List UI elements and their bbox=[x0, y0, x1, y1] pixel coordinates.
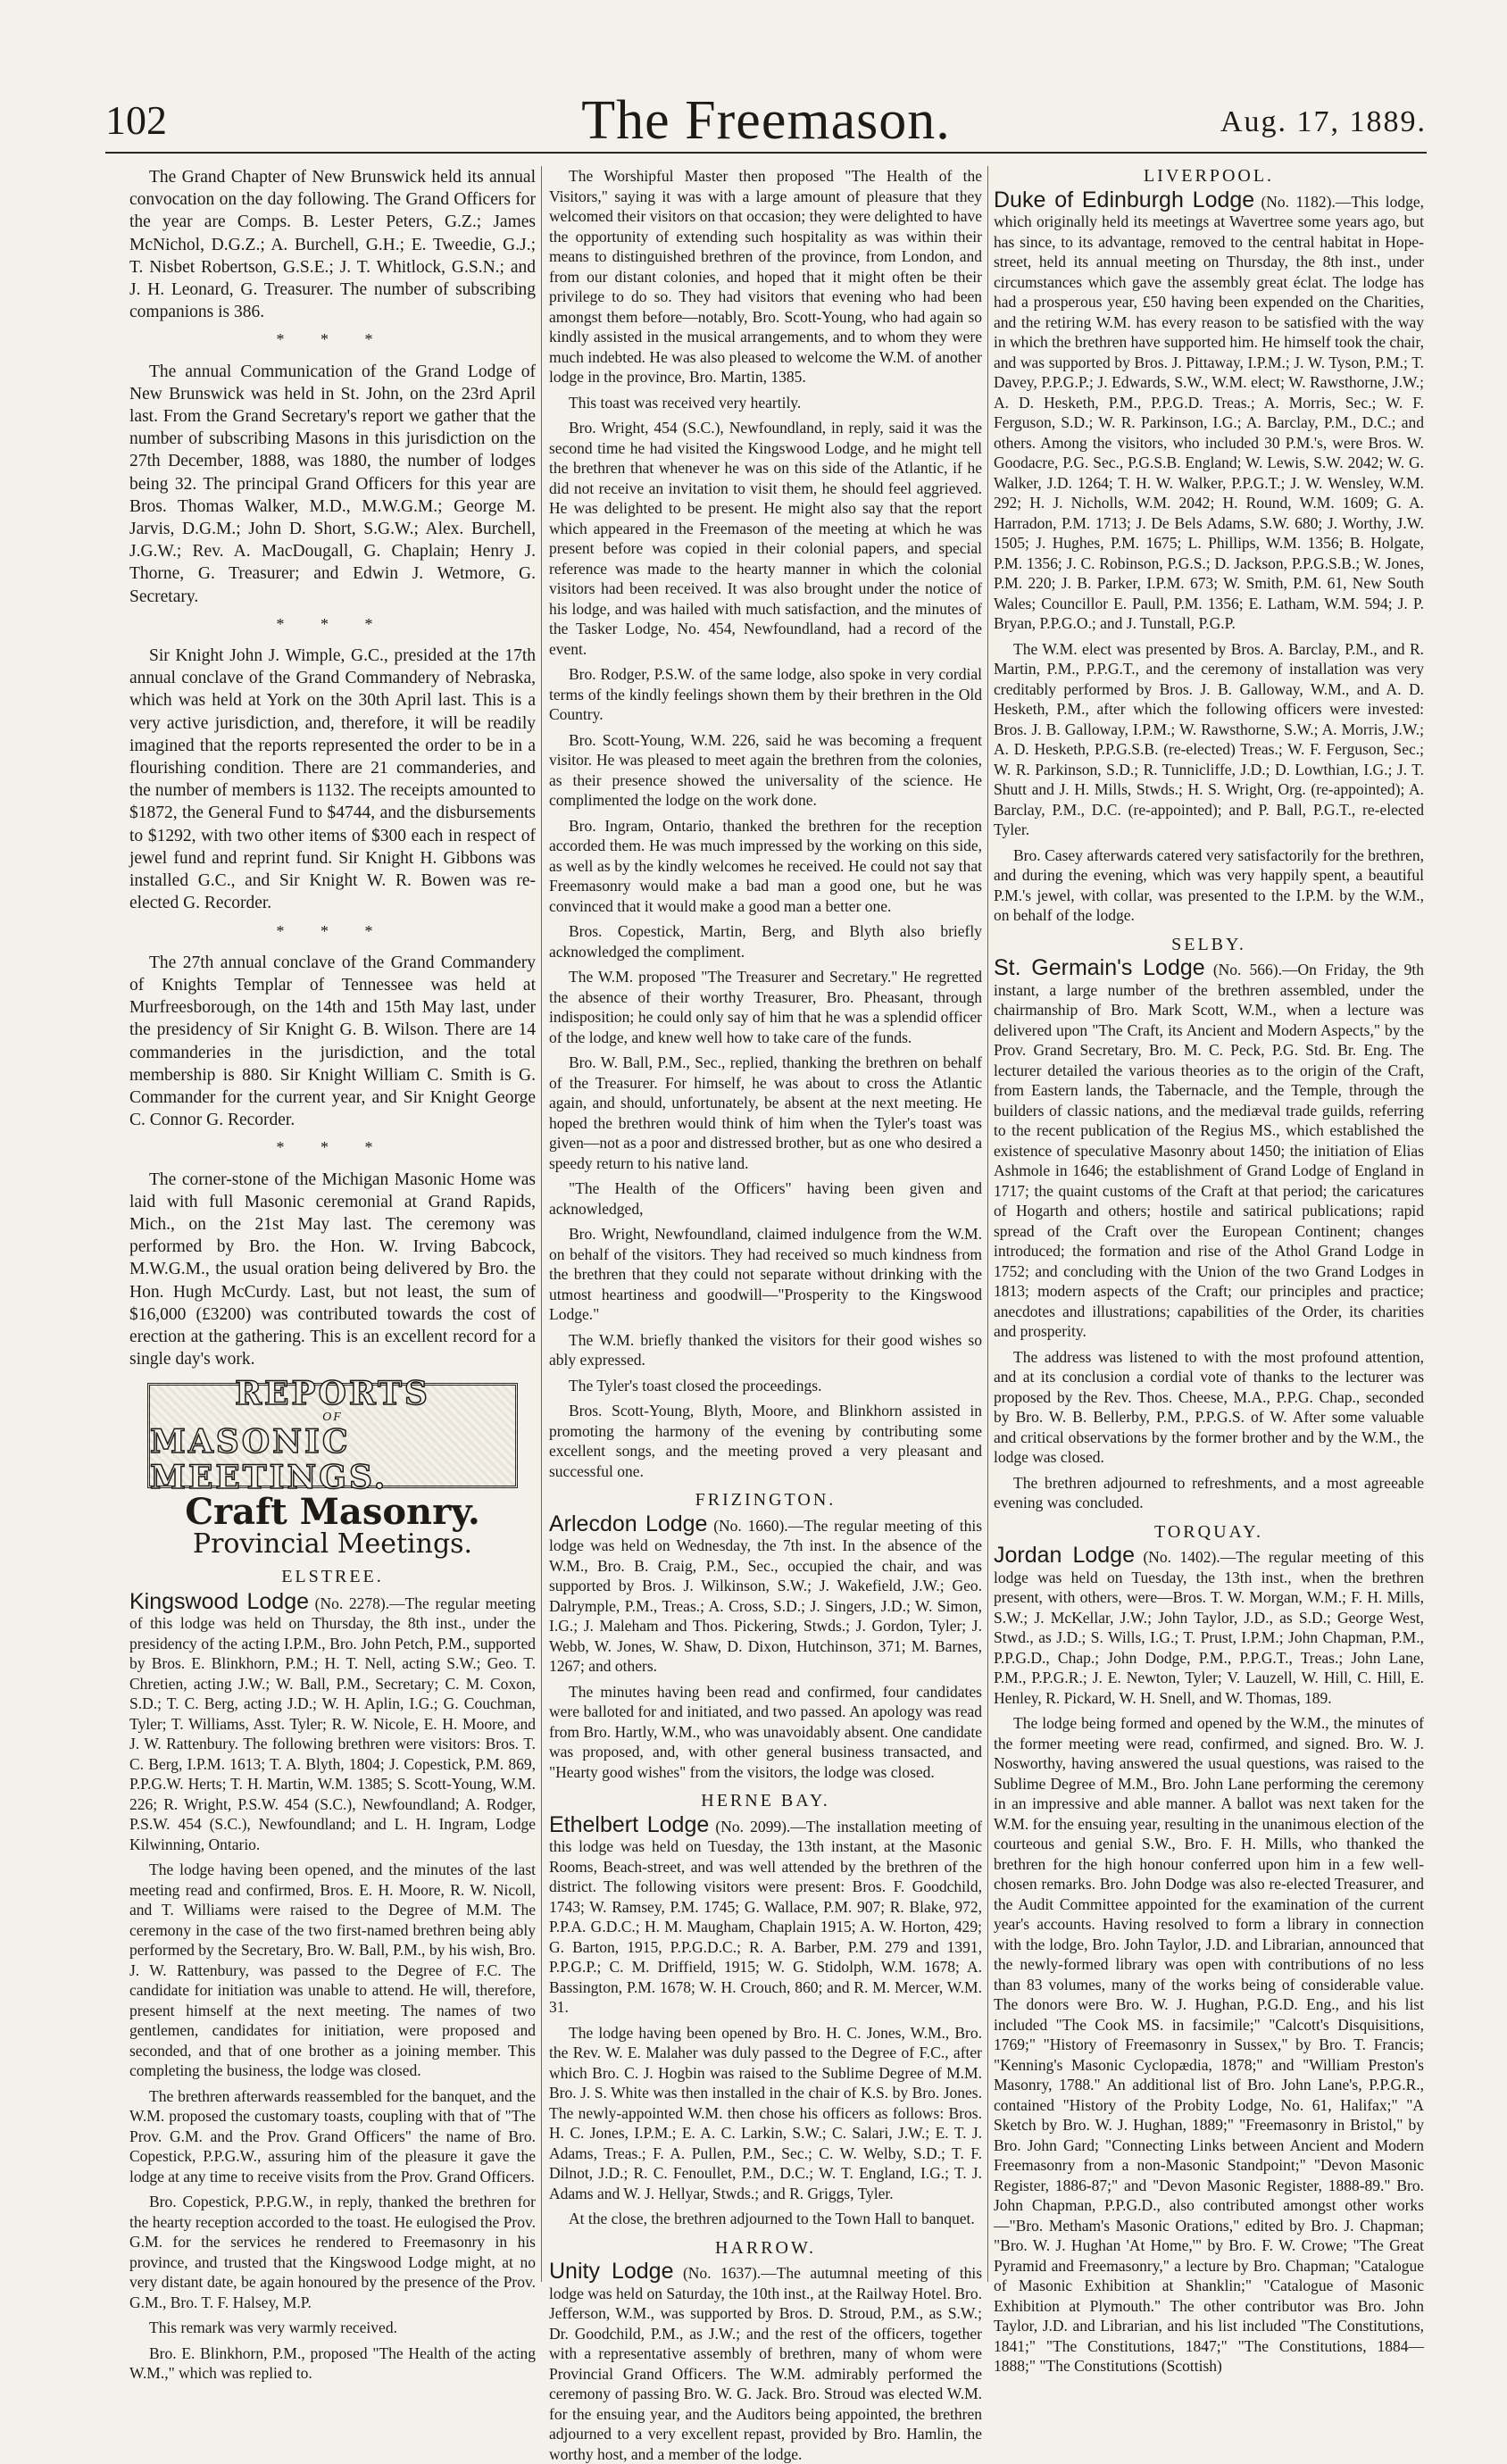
lodge-number: (No. 2278). bbox=[314, 1594, 390, 1612]
article-paragraph: —The installation meeting of this lodge was held on Tuesday, the 13th instant, at the Masonic Rooms, Beach-street, and was well attended by the brethren of the district. The following visitors were present: Bros. F. Goodchild, 1743; W. Ramsey, P.M. 1745; G. Wallace, P.M. 907; R. Blake, 972, P.P.A. G.D.C.; H. M. Maugham, Chaplain 1915; A. W. Horton, 429; G. Barton, 1915, P.P.G.D.C.; R. A. Barber, P.M. 279 and 1391, P.P.G.P.; C. M. Driffield, 1915; W. G. Stidolph, W.M. 1678; A. Bassington, P.M. 1678; W. H. Crouch, 860; and R. M. Mercer, W.M. 31. bbox=[549, 1817, 983, 2016]
banner-reports: REPORTS bbox=[235, 1375, 430, 1413]
article-paragraph: Bro. Copestick, P.P.G.W., in reply, thanked the brethren for the hearty reception accorded to the toast. He eulogised the Prov. G.M. for the services he rendered to Freemasonry in his province, and trusted that the Kingswood Lodge might, at no very distant date, be again honoured by the presence of the Prov. G.M., Bro. T. F. Halsey, M.P. bbox=[129, 2193, 536, 2311]
lodge-name: St. Germain's Lodge bbox=[994, 955, 1205, 980]
lodge-name: Unity Lodge bbox=[549, 2259, 674, 2284]
article-paragraph: Bro. W. Ball, P.M., Sec., replied, thanking the brethren on behalf of the Treasurer. For himself, he was about to cross the Atlantic again, and should, unfortunately, be absent at the next meeting. He hoped the brethren would think of him when the Tyler's toast was given—not as a poor and distressed brother, but as one who desired a speedy return to his native land. bbox=[549, 1053, 982, 1172]
reports-banner bbox=[147, 1375, 518, 1497]
lodge-number: (No. 1637). bbox=[682, 2264, 762, 2282]
article-paragraph: The 27th annual conclave of the Grand Commandery of Knights Templar of Tennessee was held at Murfreesborough, on the 14th and 15th May last, under the presidency of Sir Knight G. B. Wilson. There are 14 commanderies in the jurisdiction, and the total membership is 880. Sir Knight William C. Smith is G. Commander for the current year, and Sir Knight George C. Connor G. Recorder. bbox=[129, 953, 536, 1130]
article-paragraph: The W.M. briefly thanked the visitors for their good wishes so ably expressed. bbox=[549, 1330, 982, 1369]
article-paragraph: Bro. Casey afterwards catered very satisfactorily for the brethren, and during the evening, which was very happily spent, a beautiful P.M.'s jewel, with collar, was presented to the I.P.M. by the W.M., on behalf of the lodge. bbox=[994, 845, 1424, 924]
lodge-name: Duke of Edinburgh Lodge bbox=[994, 187, 1255, 212]
article-paragraph: Bro. E. Blinkhorn, P.M., proposed "The Health of the acting W.M.," which was replied to. bbox=[129, 2343, 536, 2383]
lodge-number: (No. 1660). bbox=[713, 1516, 788, 1535]
article-paragraph: The brethren adjourned to refreshments, and a most agreeable evening was concluded. bbox=[994, 1473, 1424, 1511]
lodge-name: Jordan Lodge bbox=[994, 1543, 1135, 1568]
article-paragraph: The lodge being formed and opened by the W.M., the minutes of the former meeting were read, confirmed, and signed. Bro. W. J. Nosworthy, having answered the usual questions, was raised to the Sublime Degree of M.M., Bro. John Lane performing the ceremony in an impressive and able manner. A ballot was next taken for the W.M. for the ensuing year, resulting in the unanimous election of the courteous and genial S.W., Bro. F. H. Mills, who thanked the brethren for the high honour conferred upon him in a few well-chosen remarks. Bro. John Dodge was also re-elected Treasurer, and the Audit Committee appointed for the examination of the current year's accounts. Having resolved to form a library in connection with the lodge, Bro. John Taylor, J.D. and Librarian, announced that the newly-formed library was open with contributions of no less than 83 volumes, many of the works being of considerable value. The donors were Bro. W. J. Hughan, P.G.D. Eng., and his list included "The Cook MS. in facsimile;" "Calcott's Disquisitions, 1769;" "History of Freemasonry in Sussex," by Bro. T. Francis; "Kenning's Masonic Cyclopædia, 1878;" and "William Preston's Masonry, 1788." An additional list of Bro. John Lane's, P.P.G.R., contained "History of the Probity Lodge, No. 61, Halifax;" "A Sketch by Bro. W. J. Hughan, 1889;" "Freemasonry in Bristol," by Bro. John Gard; "Connecting Links between Ancient and Modern Freemasonry from a non-Masonic Standpoint;" "Devon Masonic Register, 1886-87;" and "Devon Masonic Register, 1888-89." Bro. John Chapman, P.P.G.D., also contributed amongst other works—"Bro. Metham's Masonic Orations," edited by Bro. J. Chapman; "Bro. W. J. Hughan 'At Home,'" by Bro. F. W. Crowe; "The Great Pyramid and Freemasonry," a lecture by Bro. Chapman; "Catalogue of Masonic Exhibition at Shanklin;" "Catalogue of Masonic Exhibition at Plymouth." The other contributor was Bro. John Taylor, J.D. and Librarian, and his list included "The Constitutions, 1841;" "The Constitutions, 1847;" "The Constitutions, 1884—1888;" "The Constitutions (Scottish) bbox=[994, 1714, 1424, 2375]
location-heading: FRIZINGTON. bbox=[695, 1490, 837, 1510]
article-paragraph: The corner-stone of the Michigan Masonic Home was laid with full Masonic ceremonial at Grand Rapids, Mich., on the 21st May last. The ceremony was performed by Bro. the Hon. W. Irving Babcock, M.W.G.M., the usual oration being delivered by Bro. the Hon. Hugh McCurdy. Last, but not least, the sum of $16,000 (£3200) was contributed towards the cost of erection at the gathering. This is an excellent record for a single day's work. bbox=[129, 1170, 536, 1369]
section-stars: * * * bbox=[276, 921, 389, 940]
location-heading: TORQUAY. bbox=[1154, 1521, 1263, 1542]
article-paragraph: The Worshipful Master then proposed "The Health of the Visitors," saying it was with a large amount of pleasure that they welcomed their visitors on that occasion; they were delighted to have the opportunity of extending such hospitality as was within their means to distinguished brethren of the province, from London, and from our distant colonies, and hoped that it might often be their privilege to do so. They had visitors that evening who had been amongst them before—notably, Bro. Scott-Young, who had again so kindly assisted in the musical arrangements, and to whom they were much indebted. He was also pleased to welcome the W.M. of another lodge in the province, Bro. Martin, 1385. bbox=[549, 167, 982, 386]
section-stars: * * * bbox=[276, 330, 389, 349]
lodge-number: (No. 566). bbox=[1212, 961, 1283, 978]
article-paragraph: Bro. Wright, 454 (S.C.), Newfoundland, in reply, said it was the second time he had visited the Kingswood Lodge, and he might tell the brethren that whenever he was on this side of the Atlantic, if he did not receive an invitation to visit them, he should feel aggrieved. He was delighted to be present. He might also say that the report which appeared in the Freemason of the meeting at which he was present before was copied in their colonial papers, and special reference was made to the hearty manner in which the colonial visitors had been received. It was also brought under the notice of his lodge, and was hailed with much satisfaction, and the minutes of the Tasker Lodge, No. 454, Newfoundland, had a record of the event. bbox=[549, 419, 982, 658]
article-paragraph: —On Friday, the 9th instant, a large number of the brethren assembled, under the chairmanship of Bro. Mark Scott, W.M., when a lecture was delivered upon "The Craft, its Ancient and Modern Aspects," by the Prov. Grand Secretary, Bro. M. C. Peck, P.G. Std. Br. Eng. The lecturer detailed the various theories as to the origin of the Craft, from Eastern lands, the Tabernacle, and the Temple, through the builders of classic nations, and the mediæval trade guilds, referring to the recent publication of the Regius MS., which established the existence of speculative Masonry about 1450; the initiation of Elias Ashmole in 1646; the establishment of Grand Lodge of England in 1717; the quaint customs of the Craft at that period; the caricatures of Hogarth and others; hostile and satirical publications; rapid spread of the Craft over the European Continent; changes introduced; the formation and rise of the Athol Grand Lodge in 1752; and concluding with the Union of the two Grand Lodges in 1813; modern aspects of the Craft; our principles and practice; anecdotes and illustrations; capabilities of the Order, its charities and prosperity. bbox=[994, 961, 1425, 1340]
article-paragraph: Bros. Copestick, Martin, Berg, and Blyth also briefly acknowledged the compliment. bbox=[549, 922, 982, 961]
section-subtitle: Provincial Meetings. bbox=[192, 1528, 473, 1560]
page-number: 102 bbox=[105, 97, 167, 143]
section-stars: * * * bbox=[276, 614, 389, 633]
article-paragraph: The brethren afterwards reassembled for the banquet, and the W.M. proposed the customary toasts, coupling with that of "The Prov. G.M. and the Prov. Grand Officers" the name of Bro. Copestick, P.P.G.W., assuring him of the pleasure it gave the lodge at any time to receive visits from the Prov. Grand Officers. bbox=[129, 2086, 536, 2185]
issue-date: Aug. 17, 1889. bbox=[1220, 105, 1427, 138]
article-paragraph: —The regular meeting of this lodge was held on Thursday, the 8th inst., under the presidency of the acting I.P.M., Bro. John Petch, P.M., supported by Bros. E. Blinkhorn, P.M.; H. T. Nell, acting S.W.; Geo. T. Chretien, acting J.W.; W. Ball, P.M., Secretary; C. M. Coxon, S.D.; T. C. Berg, acting J.D.; W. H. Aplin, I.G.; G. Couchman, Tyler; T. Williams, Asst. Tyler; R. W. Nicole, E. H. Moore, and J. W. Rattenbury. The following brethren were visitors: Bros. T. C. Berg, I.P.M. 1613; T. A. Blyth, 1804; J. Copestick, P.M. 869, P.P.G.W. Herts; T. H. Martin, W.M. 1385; S. Scott-Young, W.M. 226; R. Wright, P.S.W. 454 (S.C.), Newfoundland; A. Rodger, P.S.W. 454 (S.C.), Newfoundland; and L. H. Ingram, Lodge Kilwinning, Ontario. bbox=[129, 1594, 537, 1853]
article-paragraph: —The regular meeting of this lodge was held on Wednesday, the 7th inst. In the absence of the W.M., Bro. B. Craig, P.M., Sec., occupied the chair, and was supported by Bros. J. Wilkinson, S.W.; J. Wakefield, J.W.; Geo. Dalrymple, P.M., Treas.; A. Cross, S.D.; J. Singers, J.D.; W. Simon, I.G.; J. Maleham and Thos. Pickering, Stwds.; J. Gordon, Tyler; J. Webb, W. Jones, W. Shaw, D. Dixon, Hutchinson, 371; M. Barnes, 1267; and others. bbox=[549, 1516, 983, 1675]
article-paragraph: The Tyler's toast closed the proceedings. bbox=[569, 1376, 822, 1394]
location-heading: HARROW. bbox=[714, 2237, 817, 2258]
lodge-name: Ethelbert Lodge bbox=[549, 1811, 710, 1837]
article-paragraph: —The regular meeting of this lodge was held on Tuesday, the 13th inst., when the brethren present, with others, were—Bros. T. W. Morgan, W.M.; F. H. Mills, S.W.; J. McKellar, J.W.; John Taylor, J.D., as S.D.; George West, Stwd., as J.D.; S. Wills, I.G.; T. Prust, I.P.M.; John Chapman, P.M., P.P.G.D., Chap.; John Dodge, P.M., P.P.G.T., Treas.; John Lane, P.M., P.P.G.R.; J. E. Newton, Tyler; V. Lauzell, W. Hill, C. Hill, E. Henley, R. Pickard, W. H. Snell, and W. Thomas, 189. bbox=[994, 1548, 1424, 1707]
article-paragraph: Bro. Rodger, P.S.W. of the same lodge, also spoke in very cordial terms of the kindly feelings shown them by their brethren in the Old Country. bbox=[549, 665, 982, 723]
article-paragraph: The W.M. elect was presented by Bros. A. Barclay, P.M., and R. Martin, P.M., P.P.G.T., and the ceremony of installation was very creditably performed by Bros. J. B. Galloway, W.M., and A. D. Hesketh, P.M., after which the following officers were invested: Bros. J. B. Galloway, I.P.M.; W. Rawsthorne, S.W.; A. Morris, J.W.; A. D. Hesketh, P.P.G.S.B. (re-elected) Treas.; W. F. Ferguson, Sec.; W. R. Parkinson, S.D.; R. Tunnicliffe, J.D.; D. Lowthian, I.G.; J. T. Shutt and J. H. Mills, Stwds.; H. S. Wright, Org. (re-appointed); A. Barclay, P.M., D.C. (re-appointed); and P. Ball, P.G.T., re-elected Tyler. bbox=[994, 639, 1424, 838]
location-heading: SELBY. bbox=[1171, 934, 1246, 954]
column-rule-1 bbox=[541, 166, 542, 2282]
article-paragraph: The annual Communication of the Grand Lodge of New Brunswick was held in St. John, on the 23rd April last. From the Grand Secretary's report we gather that the number of subscribing Masons in this jurisdiction on the 27th December, 1888, was 1880, the number of lodges being 32. The principal Grand Officers for this year are Bros. Thomas Walker, M.D., M.W.G.M.; George M. Jarvis, D.G.M.; John D. Short, S.G.W.; Alex. Burchell, J.G.W.; Rev. A. MacDougall, G. Chaplain; Henry J. Thorne, G. Treasurer; and Edwin J. Wetmore, G. Secretary. bbox=[129, 362, 536, 606]
column-3 bbox=[994, 166, 1425, 2375]
masthead bbox=[105, 89, 1427, 154]
article-paragraph: Bro. Ingram, Ontario, thanked the brethren for the reception accorded them. He was much impressed by the working on this side, as well as by the kindly welcomes he received. He could not say that Freemasonry would make a bad man a good one, but he was convinced that it would make a good man a better one. bbox=[549, 816, 982, 915]
article-paragraph: This remark was very warmly received. bbox=[149, 2318, 397, 2337]
column-1 bbox=[129, 166, 537, 2383]
lodge-name: Arlecdon Lodge bbox=[549, 1511, 708, 1536]
article-paragraph: Bros. Scott-Young, Blyth, Moore, and Blinkhorn assisted in promoting the harmony of the evening by contributing some excellent songs, and the meeting proved a very pleasant and successful one. bbox=[549, 1402, 982, 1480]
article-paragraph: The Grand Chapter of New Brunswick held its annual convocation on the day following. The Grand Officers for the year are Comps. B. Lester Peters, G.Z.; James McNichol, D.G.Z.; A. Burchell, G.H.; E. Tweedie, G.J.; T. Nisbet Robertson, G.S.E.; J. T. Whitlock, G.S.N.; and J. H. Leonard, G. Treasurer. The number of subscribing companions is 386. bbox=[129, 168, 536, 322]
article-paragraph: Bro. Wright, Newfoundland, claimed indulgence from the W.M. on behalf of the visitors. They had received so much kindness from the brethren that they could not separate without drinking with the utmost heartiness and goodwill—"Prosperity to the Kingswood Lodge." bbox=[549, 1225, 982, 1323]
article-paragraph: The W.M. proposed "The Treasurer and Secretary." He regretted the absence of their worthy Treasurer, Bro. Pheasant, through indisposition; he could only say of him that he was a splendid officer of the lodge, and knew well how to take care of the funds. bbox=[549, 968, 982, 1046]
column-2 bbox=[549, 166, 983, 2463]
lodge-number: (No. 1182). bbox=[1261, 192, 1336, 211]
lodge-number: (No. 1402). bbox=[1143, 1548, 1220, 1566]
article-paragraph: At the close, the brethren adjourned to the Town Hall to banquet. bbox=[569, 2210, 975, 2227]
lodge-number: (No. 2099). bbox=[715, 1817, 791, 1836]
article-paragraph: "The Health of the Officers" having been given and acknowledged, bbox=[549, 1179, 982, 1218]
location-heading: ELSTREE. bbox=[281, 1566, 384, 1586]
article-paragraph: Bro. Scott-Young, W.M. 226, said he was becoming a frequent visitor. He was pleased to meet again the brethren from the colonies, as their presence showed the universality of the science. He complimented the lodge on the work done. bbox=[549, 730, 982, 809]
location-heading: HERNE BAY. bbox=[701, 1791, 830, 1811]
article-paragraph: The minutes having been read and confirmed, four candidates were balloted for and initiated, and two passed. An apology was read from Bro. Hartly, W.M., who was unavoidably absent. One candidate was proposed, and, with other general business transacted, and "Hearty good wishes" from the visitors, the lodge was closed. bbox=[549, 1682, 982, 1781]
section-title: Craft Masonry. bbox=[185, 1491, 480, 1534]
column-rule-2 bbox=[987, 166, 988, 2282]
article-paragraph: —This lodge, which originally held its meetings at Wavertree some years ago, but has since, to its advantage, removed to the central habitat in Hope-street, held its annual meeting on Thursday, the 8th inst., under circumstances which gave the assembly great éclat. The lodge has had a prosperous year, £50 having been expended on the Charities, and the retiring W.M. has every reason to be satisfied with the way in which the brethren have supported him. He himself took the chair, and was supported by Bros. J. Pittaway, I.P.M.; J. W. Tyson, P.M.; T. Davey, P.P.G.P.; J. Edwards, S.W., W.M. elect; W. Rawsthorne, J.W.; A. D. Hesketh, P.M., P.P.G.D. Treas.; A. Morris, Sec.; W. F. Ferguson, S.D.; W. R. Parkinson, I.G.; A. Barclay, P.M., D.C.; and others. Among the visitors, who included 30 P.M.'s, were Bros. W. Goodacre, P.G. Sec., P.G.S.B. England; W. Lewis, S.W. 2042; W. G. Walker, J.D. 1264; T. H. W. Walker, P.P.G.T.; J. W. Wensley, W.M. 292; H. J. Nicholls, W.M. 2042; H. Round, W.M. 1609; G. A. Harradon, P.M. 1713; J. De Bels Adams, S.W. 680; J. Worthy, J.W. 1505; J. Hughes, P.M. 1675; L. Phillips, W.M. 1356; B. Holgate, P.M. 1356; J. C. Robinson, P.G.S.; D. Jackson, P.P.G.S.B.; W. Jones, P.M. 220; J. B. Parker, I.P.M. 673; W. Smith, P.M. 61, New South Wales; Councillor E. Paull, P.M. 1356; E. Latham, W.M. 594; J. P. Bryan, P.P.G.O.; and J. Tunstall, P.G.P. bbox=[994, 192, 1424, 632]
banner-of: OF bbox=[322, 1411, 343, 1425]
lodge-name: Kingswood Lodge bbox=[129, 1588, 310, 1614]
section-stars: * * * bbox=[276, 1138, 389, 1157]
location-heading: LIVERPOOL. bbox=[1143, 166, 1275, 186]
banner-masonic-meetings: MASONIC MEETINGS. bbox=[150, 1423, 388, 1497]
article-paragraph: —The autumnal meeting of this lodge was held on Saturday, the 10th inst., at the Railway Hotel. Bro. Jefferson, W.M., was supported by Bros. D. Stroud, P.M., as S.W.; Dr. Goodchild, P.M., as J.W.; and the rest of the officers, together with a representative assembly of brethren, many of whom were Provincial Grand Officers. The W.M. admirably performed the ceremony of passing Bro. W. G. Jack. Bro. Stroud was elected W.M. for the ensuing year, and the Auditors being appointed, the brethren adjourned to a very excellent repast, provided by Bro. Hamlin, the worthy host, and a member of the lodge. bbox=[549, 2264, 983, 2463]
newspaper-title: The Freemason. bbox=[581, 90, 951, 151]
article-paragraph: The address was listened to with the most profound attention, and at its conclusion a cordial vote of thanks to the lecturer was proposed by the Rev. Thos. Cheese, M.A., P.P.G. Chap., seconded by Bro. W. B. Bellerby, P.M., P.P.G.S. of W. After some valuable and critical observations by the former brother and by the W.M., the lodge was closed. bbox=[994, 1347, 1424, 1466]
article-paragraph: Sir Knight John J. Wimple, G.C., presided at the 17th annual conclave of the Grand Commandery of Nebraska, which was held at York on the 30th April last. This is a very active jurisdiction, and, therefore, it will be readily imagined that the reports represented the order to be in a flourishing condition. There are 21 commanderies, and the number of members is 1132. The receipts amounted to $1872, the General Fund to $4744, and the disbursements to $1292, with two other items of $300 each in respect of jewel fund and reprint fund. Sir Knight H. Gibbons was installed G.C., and Sir Knight W. R. Bowen was re-elected G. Recorder. bbox=[129, 646, 536, 913]
article-paragraph: This toast was received very heartily. bbox=[569, 393, 802, 412]
article-paragraph: The lodge having been opened, and the minutes of the last meeting read and confirmed, Bros. E. H. Moore, R. W. Nicoll, and T. Williams were raised to the Degree of M.M. The ceremony in the case of the two first-named brethren being ably performed by the Secretary, Bro. W. Ball, P.M., by his wish, Bro. J. W. Rattenbury, was passed to the Degree of F.C. The candidate for initiation was unable to attend. He will, therefore, present himself at the next meeting. The names of two gentlemen, candidates for initiation, were proposed and seconded, and that of one brother as a joining member. This completing the business, the lodge was closed. bbox=[129, 1860, 536, 2080]
article-paragraph: The lodge having been opened by Bro. H. C. Jones, W.M., Bro. the Rev. W. E. Malaher was duly passed to the Degree of F.C., after which Bro. C. J. Hogbin was raised to the Sublime Degree of M.M. Bro. J. S. White was then installed in the chair of K.S. by Bro. Jones. The newly-appointed W.M. then chose his officers as follows: Bros. H. C. Jones, I.P.M.; E. A. C. Larkin, S.W.; C. Salari, J.W.; E. T. J. Adams, Treas.; F. A. Pullen, P.M., Sec.; C. W. Welby, S.D.; T. F. Dilnot, J.D.; R. C. Fenoullet, P.M., D.C.; W. T. England, I.G.; T. J. Adams and W. J. Hellyar, Stwds.; and R. Griggs, Tyler. bbox=[549, 2023, 982, 2202]
